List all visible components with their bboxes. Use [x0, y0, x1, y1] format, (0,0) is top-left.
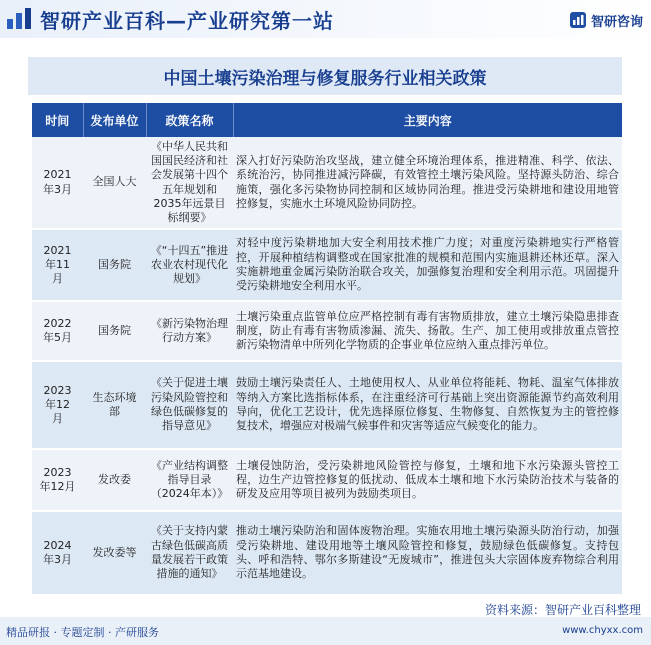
cell-time: [32, 361, 83, 449]
brand-logo-icon: [569, 11, 587, 29]
policy-text: 《中华人民共和国国民经济和社会发展第十四个五年规划和2035年远景目标纲要》: [151, 139, 228, 225]
issuer-text: 发改委: [98, 472, 131, 486]
cell-policy: [146, 511, 233, 595]
brand-name: 智研咨询: [590, 14, 643, 30]
table-row: [32, 361, 622, 449]
time-text: 2023 年12月: [39, 465, 76, 493]
cell-policy: [146, 229, 233, 301]
time-text: 2022 年5月: [43, 316, 72, 344]
source-note: 资料来源：智研产业百科整理: [484, 603, 641, 617]
issuer-text: 发改委等: [92, 545, 137, 559]
table-row: [32, 137, 622, 229]
table-header-row: [32, 103, 622, 137]
content-text: 土壤污染重点监管单位应严格控制有毒有害物质排放，建立土壤污染隐患排查制度，防止有毒有害物质渗漏、流失、扬散。生产、加工使用或排放重点管控新污染物清单中所列化学物质的企事业单位应纳入重点排污单位。: [236, 309, 619, 352]
cell-time: [32, 511, 83, 595]
cell-issuer: [83, 511, 146, 595]
content-text: 鼓励土壤污染责任人、土地使用权人、从业单位将能耗、物耗、温室气体排放等纳入方案比选指标体系，在注重经济可行基础上突出资源能源节约高效利用导向，优化工艺设计，优先选择原位修复、生物修复、自然恢复为主的管控修复技术，增强应对极端气候事件和灾害等适应气候变化的能力。: [236, 376, 619, 433]
cell-time: [32, 229, 83, 301]
policy-text: 《新污染物治理行动方案》: [151, 316, 228, 344]
cell-time: [32, 449, 83, 511]
cell-issuer: [83, 301, 146, 361]
content-text: 深入打好污染防治攻坚战，建立健全环境治理体系，推进精准、科学、依法、系统治污，协同推进减污降碳，有效管控土壤污染风险。坚持源头防治、综合施策，强化多污染物协同控制和区域协同治理。推进受污染耕地和建设用地管控修复，实施水土环境风险协同防控。: [236, 153, 619, 210]
time-text: 2021 年11 月: [43, 243, 72, 286]
cell-content: [233, 361, 622, 449]
cell-issuer: [83, 137, 146, 229]
cell-time: [32, 137, 83, 229]
title-bar: [28, 57, 622, 95]
issuer-text: 国务院: [98, 323, 131, 337]
policy-text: 《关于支持内蒙古绿色低碳高质量发展若干政策措施的通知》: [151, 524, 228, 581]
cell-policy: [146, 449, 233, 511]
cell-content: [233, 229, 622, 301]
cell-content: [233, 137, 622, 229]
cell-policy: [146, 361, 233, 449]
issuer-text: 生态环境 部: [92, 390, 137, 418]
table-row: [32, 229, 622, 301]
column-header-content: 主要内容: [233, 103, 622, 137]
footer-tagline: 精品研报 · 专题定制 · 产研服务: [6, 626, 159, 639]
content-text: 对轻中度污染耕地加大安全利用技术推广力度；对重度污染耕地实行严格管控，开展种植结构调整或在国家批准的规模和范围内实施退耕还林还草。深入实施耕地重金属污染防治联合攻关，加强修复治理和安全利用示范。巩固提升受污染耕地安全利用水平。: [236, 236, 619, 293]
column-header-time: 时间: [32, 103, 83, 137]
table-row: [32, 301, 622, 361]
footer-bar: [0, 617, 651, 645]
column-header-policy: 政策名称: [146, 103, 233, 137]
cell-issuer: [83, 361, 146, 449]
site-title: 智研产业百科—产业研究第一站: [40, 9, 334, 33]
cell-content: [233, 449, 622, 511]
top-header: [0, 0, 651, 38]
table-row: [32, 511, 622, 595]
time-text: 2024 年3月: [43, 538, 72, 566]
brand-logo[interactable]: [569, 9, 643, 31]
issuer-text: 国务院: [98, 257, 131, 271]
page-title: 中国土壤污染治理与修复服务行业相关政策: [163, 68, 487, 89]
issuer-text: 全国人大: [92, 175, 137, 189]
cell-issuer: [83, 229, 146, 301]
cell-time: [32, 301, 83, 361]
site-logo-icon: [6, 7, 34, 31]
time-text: 2023 年12 月: [43, 383, 72, 426]
policy-table: [32, 103, 622, 596]
cell-issuer: [83, 449, 146, 511]
policy-text: 《关于促进土壤污染风险管控和绿色低碳修复的指导意见》: [151, 376, 228, 433]
time-text: 2021 年3月: [43, 168, 72, 196]
policy-text: 《产业结构调整指导目录（2024年本）》: [150, 458, 229, 501]
content-text: 推动土壤污染防治和固体废物治理。实施农用地土壤污染源头防治行动，加强受污染耕地、建设用地等土壤风险管控和修复，鼓励绿色低碳修复。支持包头、呼和浩特、鄂尔多斯建设“无废城市”，推进包头大宗固体废弃物综合利用示范基地建设。: [236, 524, 619, 581]
content-text: 土壤侵蚀防治，受污染耕地风险管控与修复，土壤和地下水污染源头管控工程，边生产边管控修复的低扰动、低成本土壤和地下水污染防治技术与装备的研发及应用等项目被列为鼓励类项目。: [236, 458, 619, 501]
cell-content: [233, 301, 622, 361]
table-row: [32, 449, 622, 511]
policy-text: 《“十四五”推进农业农村现代化规划》: [150, 243, 229, 286]
footer-url[interactable]: www.chyxx.com: [562, 625, 643, 636]
cell-policy: [146, 137, 233, 229]
column-header-issuer: 发布单位: [83, 103, 146, 137]
cell-content: [233, 511, 622, 595]
cell-policy: [146, 301, 233, 361]
